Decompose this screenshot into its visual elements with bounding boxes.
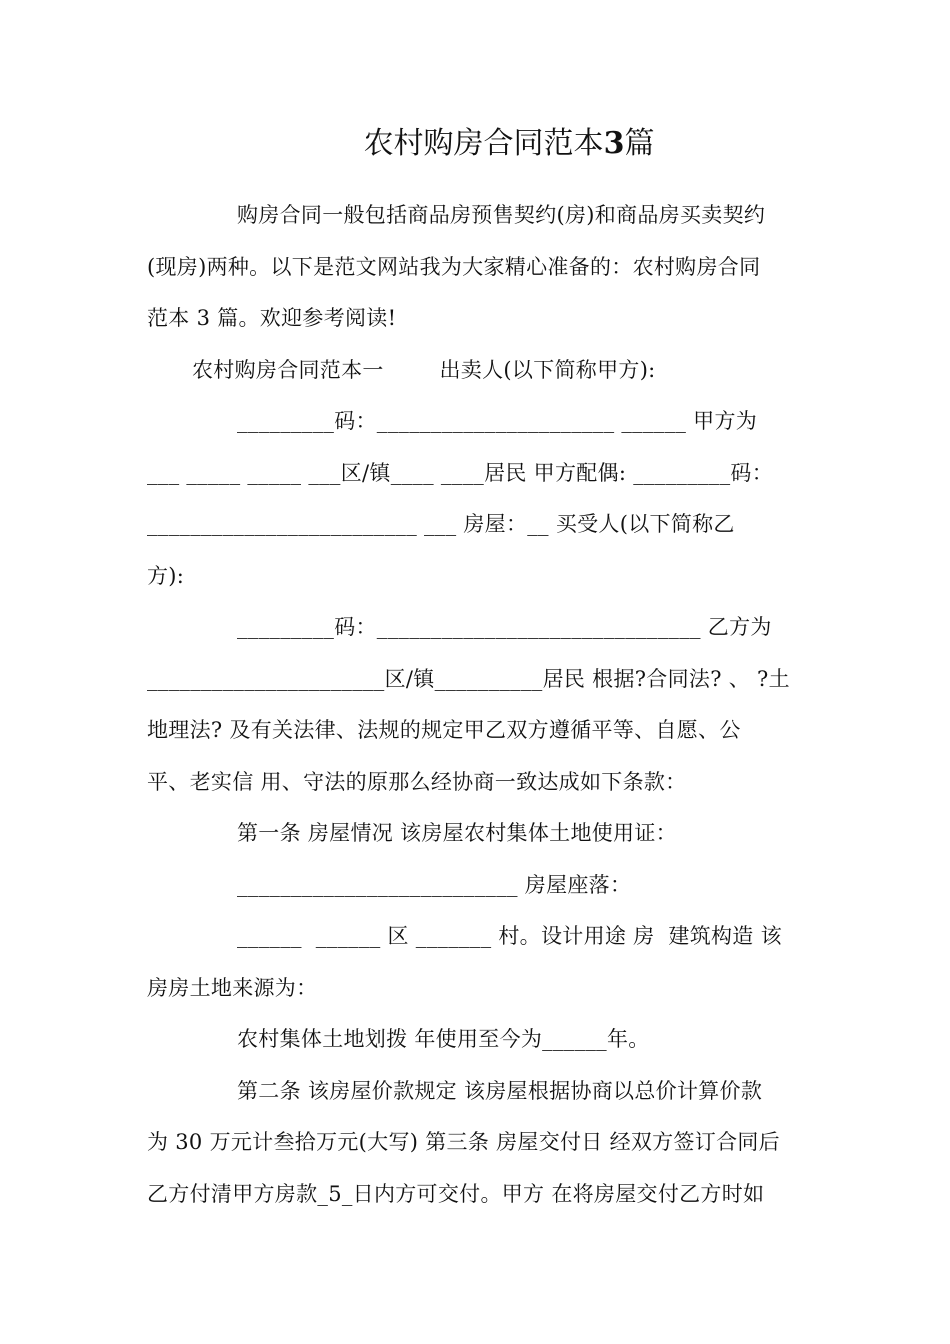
body-line: 乙方付清甲方房款_5_日内方可交付。甲方 在将房屋交付乙方时如 <box>147 1182 765 1206</box>
body-line: ______ ______ 区 _______ 村。设计用途 房 建筑构造 该 <box>237 924 782 948</box>
document-title <box>0 122 950 166</box>
body-line: 为 30 万元计叁拾万元(大写) 第三条 房屋交付日 经双方签订合同后 <box>147 1130 780 1154</box>
body-line: _________码：______________________ ______ 甲方为 <box>237 409 758 433</box>
body-line: ______________________区/镇__________居民 根据?合同法? 、 ?土 <box>147 667 790 691</box>
title-number: 3 <box>603 126 625 161</box>
body-line: 第一条 房屋情况 该房屋农村集体土地使用证： <box>237 821 677 845</box>
body-line: 房房土地来源为： <box>147 976 318 1000</box>
body-line: 农村集体土地划拨 年使用至今为______年。 <box>237 1027 650 1051</box>
body-line: _________________________ ___ 房屋：__ 买受人(以下简称乙 <box>147 512 735 536</box>
body-line: 地理法? 及有关法律、法规的规定甲乙双方遵循平等、自愿、公 <box>147 718 741 742</box>
body-line: __________________________ 房屋座落： <box>237 873 632 897</box>
body-line: _________码：______________________________ 乙方为 <box>237 615 772 639</box>
title-suffix: 篇 <box>624 126 655 161</box>
body-line: 第二条 该房屋价款规定 该房屋根据协商以总价计算价款 <box>237 1079 763 1103</box>
body-line: 购房合同一般包括商品房预售契约(房)和商品房买卖契约 <box>237 203 766 227</box>
body-line: 平、老实信 用、守法的原那么经协商一致达成如下条款： <box>147 770 687 794</box>
body-line: 方): <box>147 564 185 588</box>
title-text: 农村购房合同范本 <box>363 126 604 161</box>
body-line: ___ _____ _____ ___区/镇____ ____居民 甲方配偶: _________码： <box>147 461 774 485</box>
body-line: (现房)两种。以下是范文网站我为大家精心准备的：农村购房合同 <box>147 255 761 279</box>
body-line: 范本 3 篇。欢迎参考阅读! <box>147 306 397 330</box>
body-line: 农村购房合同范本一 出卖人(以下简称甲方): <box>192 358 656 382</box>
